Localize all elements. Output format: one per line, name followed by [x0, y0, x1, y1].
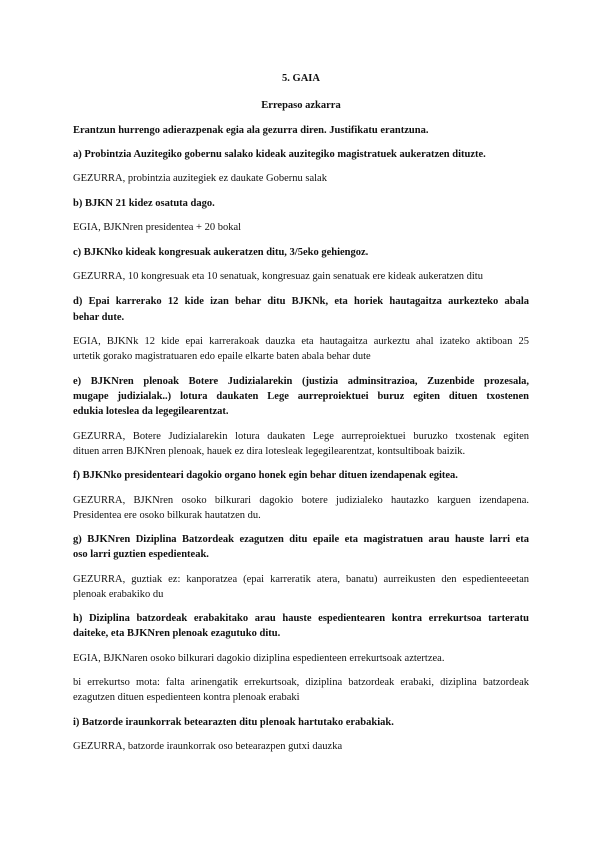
question-e-line-2: mugape judizialak..) lotura daukaten Lege aurreproiektuei buruz egiten dituen txostenen [73, 391, 529, 402]
answer-d-line-1: EGIA, BJKNk 12 kide epai karrerakoak dauzka eta hautagaitza aurkeztu ahal izateko aktiboan 25 [73, 336, 529, 347]
document-subtitle: Errepaso azkarra [261, 100, 341, 111]
question-d-line-2: behar dute. [73, 312, 125, 323]
question-i: i) Batzorde iraunkorrak betearazten ditu plenoak hartutako erabakiak. [73, 717, 394, 728]
answer-b: EGIA, BJKNren presidentea + 20 bokal [73, 222, 242, 233]
note-h-line-1: bi errekurtso mota: falta arinengatik errekurtsoak, diziplina batzordeak erabaki, diziplina batzordeak [73, 677, 529, 688]
question-h-line-1: h) Diziplina batzordeak erabakitako arau hauste espedientearen kontra errekurtsoa tarteratu [73, 613, 529, 624]
question-e-line-3: edukia loteslea da legegilearentzat. [73, 406, 229, 417]
question-e-line-1: e) BJKNren plenoak Botere Judizialarekin (justizia adminsitrazioa, Zuzenbide prozesala, [73, 376, 529, 387]
question-c: c) BJKNko kideak kongresuak aukeratzen ditu, 3/5eko gehiengoz. [73, 247, 369, 258]
answer-g-line-1: GEZURRA, guztiak ez: kanporatzea (epai karreratik atera, banatu) aurreikusten den espedienteeetan [73, 574, 529, 585]
instruction: Erantzun hurrengo adierazpenak egia ala gezurra diren. Justifikatu erantzuna. [73, 125, 429, 136]
answer-d-line-2: urtetik gorako magistratuaren edo epaile elkarte baten abala behar dute [73, 351, 371, 362]
question-h-line-2: daiteke, eta BJKNren plenoak ezagutuko ditu. [73, 628, 281, 639]
answer-i: GEZURRA, batzorde iraunkorrak oso betearazpen gutxi dauzka [73, 741, 343, 752]
question-d-line-1: d) Epai karrerako 12 kide izan behar ditu BJKNk, eta horiek hautagaitza aurkezteko abala [73, 296, 529, 307]
answer-e-line-1: GEZURRA, Botere Judizialarekin lotura daukaten Lege aurreproiektuei buruzko txostenak egiten [73, 431, 529, 442]
answer-g-line-2: plenoak erabakiko du [73, 589, 164, 600]
document-title: 5. GAIA [282, 73, 320, 84]
question-g-line-2: oso larri guztien espedienteak. [73, 549, 209, 560]
answer-a: GEZURRA, probintzia auzitegiek ez daukate Gobernu salak [73, 173, 327, 184]
answer-c: GEZURRA, 10 kongresuak eta 10 senatuak, kongresuaz gain senatuak ere kideak aukeratzen ditu [73, 271, 483, 282]
question-f: f) BJKNko presidenteari dagokio organo honek egin behar dituen izendapenak egitea. [73, 470, 458, 481]
question-g-line-1: g) BJKNren Diziplina Batzordeak ezagutzen ditu epaile eta magistratuen arau hauste larri eta [73, 534, 529, 545]
question-b: b) BJKN 21 kidez osatuta dago. [73, 198, 215, 209]
answer-f-line-2: Presidentea ere osoko bilkurak hautatzen du. [73, 510, 261, 521]
note-h-line-2: ezagutzen dituen espedienteen kontra plenoak erabaki [73, 692, 300, 703]
answer-h: EGIA, BJKNaren osoko bilkurari dagokio diziplina espedienteen errekurtsoak aztertzea. [73, 653, 445, 664]
answer-e-line-2: dituen arren BJKNren plenoak, hauek ez dira lotesleak legegilearentzat, kontsultiboak baizik. [73, 446, 466, 457]
question-a: a) Probintzia Auzitegiko gobernu salako kideak auzitegiko magistratuek aukeratzen dituzte. [73, 149, 486, 160]
answer-f-line-1: GEZURRA, BJKNren osoko bilkurari dagokio botere judizialeko hautazko karguen izendapena. [73, 495, 529, 506]
